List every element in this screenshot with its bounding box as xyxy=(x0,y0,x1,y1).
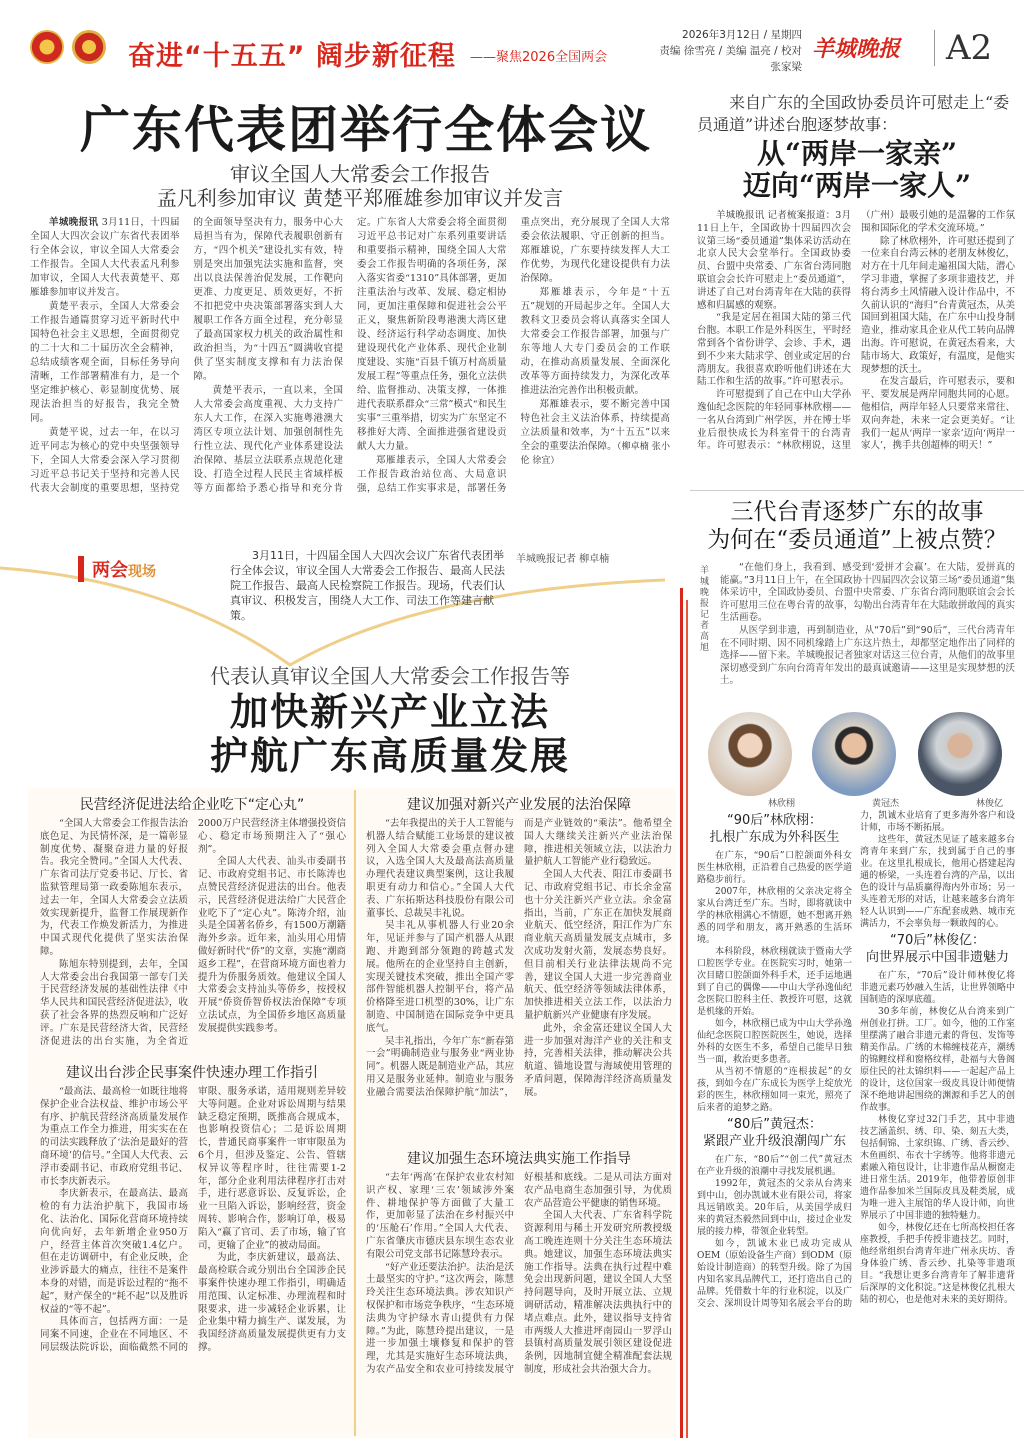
feature-headline xyxy=(690,498,1024,554)
photo-huang-guanjie xyxy=(812,712,896,796)
scene-headline xyxy=(110,690,670,778)
sub1-title-line: 扎根广东成为外科医生 xyxy=(709,830,840,845)
paragraph: 30多年前，林俊亿从台湾来到广州创业打拼。工厂。如今，他的工作室里摆满了融合非遗元素的背包、发饰等精美作品。广绣的木棉缠枝花卉，潮绣的锦鲤纹样和窗格纹样，赴福与大鲁阁原住民的社太锦织料——一起起产品上的设计，这位国家一级皮具设计师便情深不绝地讲起围绕的渊源和手艺人的创作故事。 xyxy=(860,1007,1015,1113)
divider xyxy=(680,588,683,1438)
section-body xyxy=(40,818,346,1048)
paragraph: 这些年，黄冠杰见证了越来越多台湾青年来到广东，找到属于自己的事业。在这里扎根成长，他用心搭建起沟通的桥梁，一头连着台湾的产品，以出色的设计与品质赢得海内外市场；另一头连着无形的对话，让越来越多台湾年轻人认识到——广东配套成熟、城市充满活力，不会辜负每一颗敢闯的心。 xyxy=(860,835,1015,929)
newspaper-logo: 羊城晚报 xyxy=(812,36,901,62)
lead-body xyxy=(30,216,670,496)
paragraph: 如今，林俊亿还在七所高校担任客座教授，手把手传授非遗技艺。同时，他经常组织台湾青年进广州永庆坊、香身体验广绣、香云纱、扎染等非遗项目。“我想让更多台湾青年了解非遗背后深厚的文化积淀。”这是林俊亿扎根大陆的初心，也是他对未来的美好期待。 xyxy=(860,1223,1015,1305)
lead-headline: 广东代表团举行全体会议 xyxy=(80,100,652,159)
paragraph: 郑雁雄表示，全国人大常委会工作报告政治站位高、大局意识强，总结工作实事求是，部署任务重点突出，充分展现了全国人大常委会依法履职、守正创新的担当。郑雁雄说，广东要持续发挥人大工作优势，为现代化建设提供有力法治保障。 xyxy=(357,217,670,494)
banner-subtitle: ——聚焦2026全国两会 xyxy=(470,50,608,65)
photo-lin-xinxu xyxy=(708,712,792,796)
photo-caption: 林俊亿 xyxy=(976,799,1004,809)
scene-headline-line: 护航广东高质量发展 xyxy=(209,733,570,778)
credit: （柳卓楠 张小伦 徐宜） xyxy=(520,442,670,466)
taiwan-headline xyxy=(690,138,1024,202)
photo-lin-junyi xyxy=(918,712,1002,796)
divider xyxy=(354,790,356,1436)
taiwan-headline-2: 迈向“两岸一家人” xyxy=(742,169,972,202)
section-tag xyxy=(78,556,156,582)
sub1-title xyxy=(697,812,852,846)
paragraph: 从当初不情愿的“连根拔起”的女孩，到如今在广东成长为医学上绽放光彩的医生，林欣栩如同一束光，照亮了后来者的追梦之路。 xyxy=(697,1067,852,1113)
paragraph: 除了林欣栩外，许可慰还提到了一位来自台湾云林的老朋友林俊亿，对方在十几年间走遍祖国大陆，潜心学习非遗，掌握了多项非遗技艺，并将台湾乡土风情融入设计作品中，不久前认识的“海归”台青黄冠杰，从美国回到祖国大陆，在广东中山投身制造业，推动家具企业从代工转向品牌出海。许可慰说，在黄冠杰看来，大陆市场大、政策好，有温度，是他实现梦想的沃土。 xyxy=(861,235,1015,375)
paragraph: 许可慰提到了自己在中山大学孙逸仙纪念医院的年轻同事林欣栩——一名从台湾到广州学医，并在博士毕业后很快成长为科室骨干的台湾青年。许可慰表示：“林欣栩说，这里（广州）最吸引她的是温馨的工作氛围和国际化的学术交流环境。” xyxy=(697,210,1015,452)
divider xyxy=(690,490,1024,491)
national-emblem-icon xyxy=(30,30,64,64)
paragraph: 3月11日，十四届全国人大四次会议广东省代表团举行全体会议，审议全国人大常委会工作报告。全国人大代表孟凡利参加审议，全国人大代表黄楚平、郑雁雄参加审议并发言。 xyxy=(30,217,180,298)
taiwan-lead: 来自广东的全国政协委员许可慰走上“委员通道”讲述台胞逐梦故事： xyxy=(697,93,1010,134)
feature-headline-1: 三代台青逐梦广东的故事 xyxy=(730,499,984,525)
section-title: 建议加强生态环境法典实施工作指导 xyxy=(407,1151,631,1167)
paragraph: 在广东，“90后”口腔颌面外科女医生林欣栩，正沿着自己热爱的医学道路稳步前行。 xyxy=(697,851,852,885)
paragraph: 在广东，“80后”“创二代”黄冠杰在产业升级的浪潮中寻找发展机遇。 xyxy=(697,1155,852,1177)
paragraph: 在发言最后，许可慰表示，要和平、要发展是两岸同胞共同的心愿。他相信，两岸年轻人只要常来常往、双向奔赴，未来一定会更美好。“让我们一起从‘两岸一家亲’迈向‘两岸一家人’，携手共创超棒的明天！” xyxy=(861,376,1015,452)
section-tag-main: 两会 xyxy=(92,560,128,581)
paragraph: “最高法、最高检一如既往地将保护企业合法权益、维护市场公平有序、护航民营经济高质量发展作为重点工作全力推进，用实实在在的司法实践释放了‘法治是最好的营商环境’的信号。”全国人大代表、云浮市委副书记、市政府党组书记、市长李庆新表示。 xyxy=(40,1086,188,1187)
sub3-title xyxy=(860,932,1015,966)
paragraph: 黄楚平表示，全国人大常委会工作报告通篇贯穿习近平新时代中国特色社会主义思想，全面贯彻党的二十大和二十届历次全会精神，总结成绩客观全面，目标任务导向清晰，工作部署精准有力，是一个坚定维护核心、彰显制度优势、展现法治担当的好报告，我完全赞同。 xyxy=(30,301,180,424)
scene-intro: 3月11日，十四届全国人大四次会议广东省代表团举行全体会议，审议全国人大常委会工作报告、最高人民法院工作报告、最高人民检察院工作报告。现场，代表们认真审议、积极发言，围绕人大工作、司法工作等建言献策。 xyxy=(230,549,505,622)
paragraph: “好产业还要法治护。法治是沃土最坚实的守护。”这次两会，陈慧玲关注生态环境法典。涉农知识产权保护和市场竞争秩序，“生态环境法典为守护绿水青山提供有力保障。”为此，陈慧玲提出建议，一是进一步加强土壤修复和保护的管理，尤其是实施好生态环境法典，为农产品安全和农业可持续发展守好根基和底线。二是从司法方面对农产品电商生态加强引导，为优质农产品营造公平健康的销售环境。 xyxy=(366,1172,672,1375)
page-number: A2 xyxy=(946,28,993,68)
sub3-title-line: “70后”林俊亿： xyxy=(889,933,985,948)
divider xyxy=(686,600,688,1438)
scene-kicker: 代表认真审议全国人大常委会工作报告等 xyxy=(210,664,570,688)
sub2-title-line: 紧跟产业升级浪潮闯广东 xyxy=(702,1134,846,1149)
cppcc-emblem-icon xyxy=(72,30,106,64)
feature-subsections xyxy=(697,810,1015,1310)
paragraph: 全国人大代表、汕头市委副书记、市政府党组书记、市长陈涛也点赞民营经济促进法的出台。他表示，民营经济促进法给广大民营企业吃下了“定心丸”。陈涛介绍，汕头是全国著名侨乡，有1500万潮籍海外乡亲。近年来，汕头用心用情做好新时代“侨”的文章，实施“潮商返乡工程”，在营商环境方面也着力提升为侨服务质效。他建议全国人大常委会支持汕头等侨乡，按授权开展“侨资侨智侨权法治保障”专项立法试点，为全国侨乡地区高质量发展提供实践参考。 xyxy=(198,856,346,1034)
paragraph: 吴丰礼从事机器人行业20余年，见证并参与了国产机器人从跟跑、并跑到部分领跑的跨越式发展。他所在的企业坚持自主创新，实现关键技术突破，推出全国产零部件智能机器人控制平台，将产品价格降至进口机型的30%，让广东制造、中国制造在国际竞争中更具底气。 xyxy=(366,920,514,1034)
feature-headline-2: 为何在“委员通道”上被点赞？ xyxy=(707,527,1007,553)
taiwan-headline-1: 从“两岸一家亲” xyxy=(756,137,958,170)
paragraph: 为此，李庆新建议，最高法、最高检联合或分别出台全国涉企民事案件快速办理工作指引，明确适用范围、认定标准、办理流程和时限要求，进一步减轻企业诉累，让企业集中精力搞生产、谋发展，为我国经济高质量发展提供更有力支撑。 xyxy=(198,1252,346,1353)
paragraph: 2007年，林欣栩的父亲决定将全家从台湾迁至广东。当时，即将就读中学的林欣栩满心不情愿，她不想离开熟悉的同学和朋友，离开熟悉的生活环境。 xyxy=(697,887,852,945)
paragraph: 此外，余金富还建议全国人大进一步加强对海洋产业的关注和支持，完善相关法律，推动解决公共航道、锚地设置与海域使用管理的矛盾问题，保障海洋经济高质量发展。 xyxy=(524,1022,672,1098)
paragraph: 羊城晚报讯 记者梳案报道：3月11日上午，全国政协十四届四次会议第三场“委员通道”集体采访活动在北京人民大会堂举行。全国政协委员、台盟中央常委、广东省台湾同胞联谊会会长许可慰走上“委员通道”，讲述了自己对台湾青年在大陆的获得感和归属感的观察。 xyxy=(697,210,851,311)
section-body xyxy=(366,1172,672,1377)
paragraph: 林俊亿穿过32门手艺，其中非遗技艺涵盖织、绣、印、染、刻五大类，包括侗锦、土家织锦、广绣、香云纱、木鱼画织、布衣十字绣等。他将非遗元素融入箱包设计，让非遗作品从橱窗走进日常生活。2019年，他带着原创非遗作品参加米兰国际皮具及鞋类展，成为唯一进入主展馆的华人设计师，向世界展示了中国非遗的独特魅力。 xyxy=(860,1115,1015,1221)
paragraph: 从医学到非遗，再到制造业，从“70后”到“90后”，三代台湾青年在不同时期、因不同机缘踏上广东这片热土，却都坚定地作出了同样的选择——留下来。羊城晚报记者独家对话这三位台青，从他们的故事里深切感受到广东向台湾青年发出的最真诚邀请——这里是实现梦想的沃土。 xyxy=(720,624,1015,687)
lead-subhead-1: 审议全国人大常委会工作报告 xyxy=(230,162,490,186)
photo-caption: 林欣栩 xyxy=(768,799,796,809)
paragraph: 黄楚平说，过去一年，在以习近平同志为核心的党中央坚强领导下，全国人大常委会深入学习贯彻习近平总书记关于坚持和完善人民代表大会制度的重要思想，坚持党的全面领导坚决有力，服务中心大局担当有为，保障代表履职创新有方，“四个机关”建设扎实有效，特别是突出加强宪法实施和监督，突出以良法保善治促发展，工作靶向更准、力度更足、质效更好，不折不扣把党中央决策部署落实到人大履职工作各方面全过程，充分彰显了最高国家权力机关的政治属性和政治担当，为“十四五”圆满收官提供了坚实制度支撑和有力法治保障。 xyxy=(30,217,343,494)
section-title: 民营经济促进法给企业吃下“定心丸” xyxy=(79,797,305,813)
banner-title: 奋进“十五五” 阔步新征程 xyxy=(128,41,456,72)
sub2-title-line: “80后”黄冠杰： xyxy=(726,1117,822,1132)
paragraph: “去年我提出的关于人工智能与机器人结合赋能工业场景的建议被列入全国人大常委会重点督办建议，入选全国人大及最高法高质量办理代表建议典型案例，这让我履职更有动力和信心。”全国人大代表、广东拓斯达科技股份有限公司董事长、总裁吴丰礼说。 xyxy=(366,818,514,919)
paragraph: 陈旭东特别提到，去年，全国人大常委会出台我国第一部专门关于民营经济发展的基础性法律《中华人民共和国民营经济促进法》，收获了社会各界的热烈反响和广泛好评。广东是民营经济大省，民营经济促进法的出台实施，为全省近2000万户民营经济主体增强投资信心、稳定市场预期注入了“强心剂”。 xyxy=(40,818,346,1047)
editor-credits: 责编 徐雪亮 / 美编 温亮 / 校对 张家梁 xyxy=(659,45,802,73)
paragraph: 黄楚平表示，一直以来，全国人大常委会高度重视、大力支持广东人大工作，在深入实施粤港澳大湾区专项立法计划、加强创制性先行性立法、现代化产业体系建设法治保障、基层立法联系点规范化建设、打造全过程人民民主省域样板等方面都给予悉心指导和充分肯定。广东省人大常委会将全面贯彻习近平总书记对广东系列重要讲话和重要指示精神，围绕全国人大常委会工作报告明确的各项任务，深入落实省委“1310”具体部署，更加注重法治与改革、发展、稳定相协同，更加注重保障和促进社会公平正义，聚焦新阶段粤港澳大湾区建设、经济运行科学动态调度、加快建设现代化产业体系、现代企业制度建设、实施“百县千镇万村高质量发展工程”等重点任务，强化立法供给、监督推动、决策支撑，一体推进代表联系群众“三常”模式“和民生实事”三重举措，切实为广东坚定不移推好大湾、全面推进强省建设贡献人大力量。 xyxy=(193,217,507,494)
scene-headline-line: 加快新兴产业立法 xyxy=(229,689,550,734)
feature-intro xyxy=(720,562,1015,688)
sub2-title xyxy=(697,1116,852,1150)
photo-caption: 黄冠杰 xyxy=(872,799,900,809)
section-title: 建议出台涉企民事案件快速办理工作指引 xyxy=(66,1065,318,1081)
paragraph: 李庆新表示，在最高法、最高检的有力法治护航下，我国市场化、法治化、国际化营商环境持续向优向好，去年新增企业950万户，经营主体首次突破1.4亿户。但在走访调研中，有企业反映，企业涉诉最大的痛点，往往不是案件本身的对错，而是诉讼过程的“拖不起”，财产保全的“耗不起”以及胜诉权益的“等不起”。 xyxy=(40,1188,188,1315)
paragraph: 全国人大代表、阳江市委副书记、市政府党组书记、市长余金富也十分关注新兴产业立法。余金富指出，当前，广东正在加快发展商业航天、低空经济，阳江作为广东商业航天高质量发展支点城市，多次成功发射火箭，发展态势良好。但目前相关行业法律法规尚不完善，建议全国人大进一步完善商业航天、低空经济等领域法律体系，加快推进相关立法工作，以法治力量护航新兴产业健康有序发展。 xyxy=(524,869,672,1021)
paragraph: 具体而言，包括两方面：一是同案不同速，企业在不同地区、不同层级法院诉讼，面临截然不同的审限、服务承诺，适用规则差异较大等问题。企业对诉讼周期与结果缺乏稳定预期，既推高合规成本，也影响投资信心；二是诉讼周期长，普通民商事案件一审审限虽为6个月，但涉及鉴定、公告、管辖权异议等程序时，往往需要1-2年，部分企业利用法律程序打击对手，进行恶意诉讼、反复诉讼，企业一旦陷入诉讼，影响经营，资金周转、影响合作，影响订单，极易陷入“赢了官司、丢了市场，输了官司，更输了企业”的被动局面。 xyxy=(40,1086,346,1353)
section-tag-suffix: 现场 xyxy=(128,564,156,580)
paragraph: 在广东，“70后”设计师林俊亿将非遗元素巧妙融入生活，让世界领略中国制造的深厚底蕴。 xyxy=(860,971,1015,1005)
paragraph: 如今，凯诚木业已成功完成从OEM（原始设备生产商）到ODM（原始设计制造商）的转型升级。除了为国内知名家具品牌代工，还打造出自己的品牌。凭借数十年的行业积淀，以及广交会、深圳设计周等知名展会平台的助力，凯诚木业培育了更多海外客户和设计师，市场不断拓展。 xyxy=(697,811,1015,1309)
paragraph: 吴丰礼指出，今年广东“新春第一会”明确制造业与服务业“两业协同”。机器人既是制造业产品，其应用又是服务业延伸。制造业与服务业融合需要法治保障护航“加法”，而是产业链效的“乘法”。他希望全国人大继续关注新兴产业法治保障，推进相关领域立法，以法治力量护航人工智能产业行稳致远。 xyxy=(366,818,672,1098)
sub3-title-line: 向世界展示中国非遗魅力 xyxy=(865,950,1009,965)
paragraph: 郑雁雄表示，今年是“十五五”规划的开局起步之年。全国人大教科文卫委员会将认真落实全国人大常委会工作报告部署，加强与广东等地人大专门委员会的工作联动，在推动高质量发展、全面深化改革等方面持续发力，为深化改革推进法治完善作出积极贡献。 xyxy=(520,287,670,396)
paragraph: “我是定居在祖国大陆的第三代台胞。本职工作是外科医生，平时经常到各个省份讲学、会诊、手术，遇到不少来大陆求学、创业或定居的台湾朋友。我很喜欢聆听他们讲述在大陆工作和生活的故事。”许可慰表示。 xyxy=(697,312,851,388)
issue-date: 2026年3月12日 / 星期四 xyxy=(682,29,802,41)
taiwan-body xyxy=(697,210,1015,453)
paragraph: 郑雁雄表示，要不断完善中国特色社会主义法治体系，持续提高立法质量和效率，为“十五五”以来全会的重要法治保障。 xyxy=(520,399,670,452)
section-body xyxy=(40,1086,346,1355)
scene-byline: 羊城晚报记者 柳卓楠 xyxy=(516,554,610,565)
paragraph: “全国人大常委会工作报告法治底色足、为民情怀深，是一篇彰显制度优势、凝聚奋进力量的好报告。我完全赞同。”全国人大代表、广东省司法厅党委书记、厅长、省监狱管理局第一政委陈旭东表示，过去一年，全国人大常委会立法质效实现新提升，监督工作展现新作为，代表工作焕发新活力，为推进中国式现代化提供了坚实法治保障。 xyxy=(40,818,188,957)
sub1-title-line: “90后”林欣栩： xyxy=(726,813,822,828)
paragraph: 全国人大代表、广东省科学院资源利用与稀土开发研究所教授级高工晚连连则十分关注生态环境法典。她建议，加强生态环境法典实施工作指导。法典在执行过程中难免会出现新问题，建议全国人大坚持问题导向，及时开展立法、立规调研活动，精准解决法典执行中的堵点难点。此外，建议指导支持省市两级人大推进坪南园山一罗浮山县镇村高质量发展引领区建设促进条例，因地制宜健全精准配套法规制度，形成社会共治强大合力。 xyxy=(524,1210,672,1375)
issue-meta xyxy=(650,27,802,75)
divider xyxy=(934,30,935,66)
dateline: 羊城晚报讯 xyxy=(49,217,99,228)
paragraph: “在他们身上，我看到、感受到‘爱拼才会赢’。在大陆，爱拼真的能赢。”3月11日上午，在全国政协十四届四次会议第三场“委员通道”集体采访中，全国政协委员、台盟中央常委、广东省台湾同胞联谊会会长许可慰用三位在粤台青的故事，勾勒出台湾青年在大陆敢拼敢闯的真实生活画卷。 xyxy=(720,562,1015,624)
paragraph: “去年‘两高’在保护农业农村知识产权、家理‘三农’领域涉外案件、耕地保护等方面做了大量工作，更加彰显了法治在乡村振兴中的‘压舱石’作用。”全国人大代表、广东省肇庆市德庆县东坝生态农业有限公司党支部书记陈慧玲表示。 xyxy=(366,1172,514,1260)
paragraph: 如今，林欣栩已成为中山大学孙逸仙纪念医院口腔医院医生，她说，选择外科的女医生不多，希望自己能早日独当一面，救治更多患者。 xyxy=(697,1019,852,1065)
lead-subhead-2: 孟凡利参加审议 黄楚平郑雁雄参加审议并发言 xyxy=(156,186,564,210)
section-body xyxy=(366,818,672,1100)
feature-byline: 羊城晚报记者 高旭 xyxy=(700,566,710,653)
section-title: 建议加强对新兴产业发展的法治保障 xyxy=(407,797,631,813)
paragraph: 1992年，黄冠杰的父亲从台湾来到中山，创办凯诚木业有限公司，将家具远销欧美。20年后，从美国学成归来的黄冠杰毅然回到中山，接过企业发展的接力棒，带领企业转型。 xyxy=(697,1179,852,1237)
paragraph: 本科阶段，林欣栩就读于暨南大学口腔医学专业。在医院实习时，她第一次目睹口腔颌面外科手术，还手运地遇到了自己的偶像——中山大学孙逸仙纪念医院口腔科主任、教授许可慰，这就是机缘的开始。 xyxy=(697,947,852,1017)
